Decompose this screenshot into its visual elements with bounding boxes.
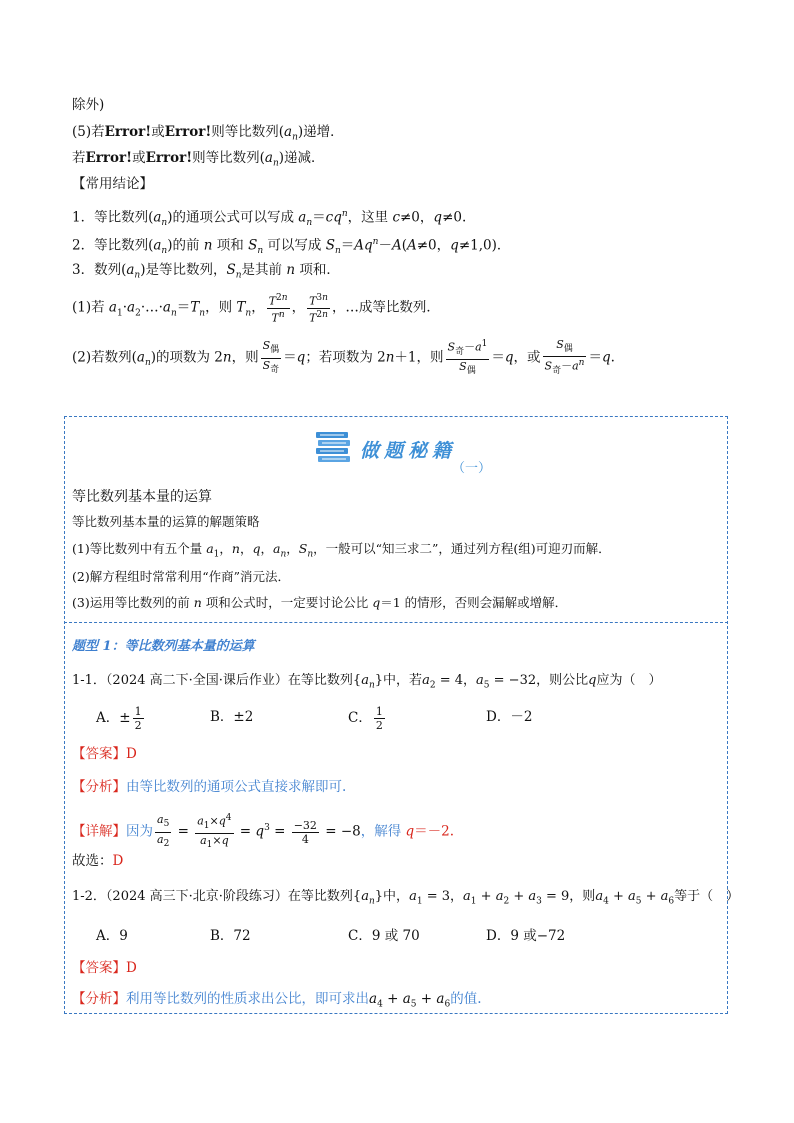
- option-b[interactable]: B．72: [210, 928, 251, 944]
- text-line: 2．等比数列$(a_n)$的前 n 项和 $S_n$ 可以写成 $S_n=Aq^n-A(A\ne 0$，q≠1,0)．: [72, 237, 511, 257]
- secrets-point: (1)等比数列中有五个量 $a_1$，n，q，$a_n$，$S_n$，一般可以“知三求二”，通过列方程(组)可迎刃而解．: [72, 541, 611, 560]
- banner-title: 做题秘籍: [360, 440, 457, 462]
- detail-line: 【详解】因为 $\frac{a_5}{a_2}$ = $\frac{a_1\times q^4}{a_1\times q}$ = $q^3$ = $\frac{-32}{4}$ = −8，解得 q＝－2.: [72, 813, 455, 851]
- question-stem: 1-1．（2024 高二下·全国·课后作业）在等比数列$\{a_n\}$中，若$a_2 = 4$，$a_5 = -32$，则公比q应为（ ）: [72, 673, 662, 691]
- option-d[interactable]: D．9 或−72: [486, 928, 566, 944]
- text-line: 除外): [72, 97, 105, 113]
- box-divider: [64, 622, 728, 623]
- text-line: 3．数列$(a_n)$是等比数列，$S_n$是其前 n 项和．: [72, 262, 340, 281]
- answer-line: 【答案】D: [72, 746, 137, 762]
- secrets-point: (3)运用等比数列的前 n 项和公式时，一定要讨论公比 q＝1 的情形，否则会漏解或增解．: [72, 595, 568, 610]
- banner-subtitle: （一）: [452, 461, 492, 476]
- book-stack-icon: [314, 430, 354, 464]
- secrets-strategy: 等比数列基本量的运算的解题策略: [72, 514, 260, 529]
- option-c[interactable]: C． $\frac{1}{2}$: [348, 705, 383, 732]
- text-line: (5)若Error!或Error!则等比数列$(a_n)$递增．: [72, 124, 344, 143]
- secrets-title: 等比数列基本量的运算: [72, 489, 212, 505]
- analysis-line: 【分析】利用等比数列的性质求出公比，即可求出$a_4 + a_5 + a_6$的值.: [72, 991, 482, 1010]
- question-stem: 1-2．（2024 高三下·北京·阶段练习）在等比数列$\{a_n\}$中，$a_1 = 3$，$a_1 + a_2 + a_3 = 9$，则$a_4 + a_5 + a_6$等于（ ）: [72, 889, 740, 907]
- text-line: (1)若 $a_1\cdot a_2\cdot\dots\cdot a_n=T_n$，则 $T_n$， $\frac{T^{2n}}{T^n}$ ， $\frac{T^{3n}}{T^{2n}}$ ，…成等比数列．: [72, 293, 440, 325]
- option-a[interactable]: A．± $\frac{1}{2}$: [96, 705, 142, 732]
- analysis-line: 【分析】由等比数列的通项公式直接求解即可.: [72, 779, 347, 795]
- answer-line: 【答案】D: [72, 960, 137, 976]
- text-line: (2)若数列$(a_n)$的项数为 2n，则 $\frac{S_偶}{S_奇}$ ＝q；若项数为 2n＋1，则 $\frac{S_奇-a^1}{S_偶}$ ＝q，或 $\frac{S_偶}{S_奇-a^n}$ ＝q.: [72, 338, 615, 377]
- section-heading: 【常用结论】: [72, 176, 153, 192]
- option-c[interactable]: C．9 或 70: [348, 928, 420, 944]
- choose-line: 故选：D: [72, 853, 124, 869]
- option-b[interactable]: B．±2: [210, 709, 254, 725]
- option-d[interactable]: D．－2: [486, 709, 533, 725]
- question-type-label: 题型 1：等比数列基本量的运算: [72, 639, 255, 654]
- text-line: 1．等比数列$(a_n)$的通项公式可以写成 $a_n=cq^n$，这里 c≠0，q≠0.: [72, 209, 467, 229]
- text-line: 若Error!或Error!则等比数列$(a_n)$递减．: [72, 150, 325, 169]
- secrets-point: (2)解方程组时常常利用“作商”消元法．: [72, 569, 290, 584]
- option-a[interactable]: A．9: [96, 928, 128, 944]
